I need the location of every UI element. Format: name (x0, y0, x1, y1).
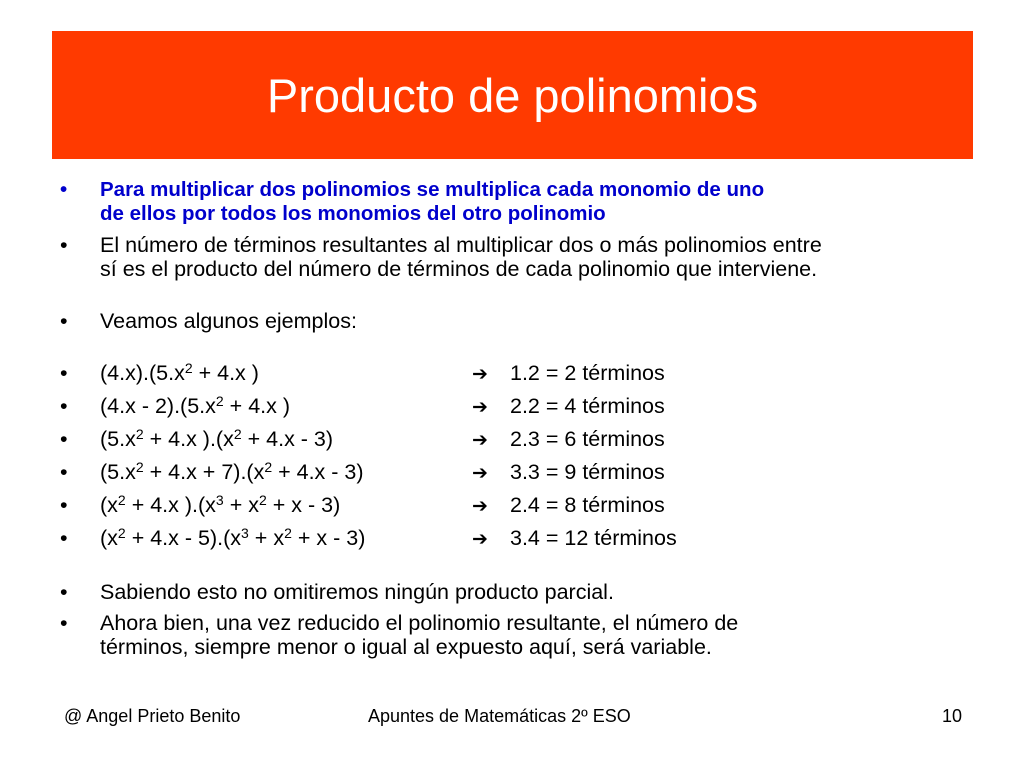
expression-text: + 4.x + 7).(x (143, 460, 265, 484)
example-expression (100, 427, 472, 451)
example-expression (100, 460, 472, 484)
arrow-right-icon: ➔ (472, 397, 488, 418)
exponent: 2 (284, 525, 292, 541)
exponent: 2 (184, 360, 193, 376)
footer-author: @ Angel Prieto Benito (64, 706, 241, 726)
bullet-dot: • (60, 526, 68, 550)
arrow-right-icon: ➔ (472, 430, 488, 451)
intro-line-2: de ellos por todos los monomios del otro polinomio (100, 202, 606, 225)
example-expression (100, 361, 472, 385)
arrow-right-icon: ➔ (472, 364, 488, 385)
example-expression (100, 493, 472, 517)
bullet-dot: • (60, 178, 68, 201)
example-row (60, 460, 970, 486)
example-row (60, 361, 970, 387)
expression-text: + 4.x - 3) (241, 427, 334, 451)
expression-text: + x - 3) (266, 493, 341, 517)
arrow-right-icon: ➔ (472, 529, 488, 550)
bullet-conclusion (60, 580, 970, 604)
example-result: 2.3 = 6 términos (510, 427, 665, 451)
bullet-dot: • (60, 361, 68, 385)
exponent: 3 (241, 525, 249, 541)
example-result: 3.3 = 9 términos (510, 460, 665, 484)
bullet-list (60, 178, 970, 659)
expression-text: (5.x (100, 427, 136, 451)
example-result: 2.4 = 8 términos (510, 493, 665, 517)
bullet-dot: • (60, 493, 68, 517)
expression-text: + x (248, 526, 285, 550)
exponent: 2 (233, 426, 242, 442)
terms-line-2: sí es el producto del número de términos de cada polinomio que interviene. (100, 257, 818, 281)
title-bar (52, 31, 973, 159)
expression-text: (4.x - 2).(5.x (100, 394, 216, 418)
expression-text: + 4.x ).(x (125, 493, 216, 517)
exponent: 2 (135, 459, 144, 475)
bullet-examples-intro (60, 309, 970, 333)
bullet-dot: • (60, 233, 68, 257)
exponent: 2 (264, 459, 273, 475)
expression-text: + 4.x - 5).(x (125, 526, 242, 550)
slide-title: Producto de polinomios (266, 68, 759, 122)
exponent: 2 (135, 426, 144, 442)
bullet-dot: • (60, 580, 68, 604)
examples-intro-text: Veamos algunos ejemplos: (100, 309, 357, 333)
expression-text: (4.x).(5.x (100, 361, 185, 385)
footer-course: Apuntes de Matemáticas 2º ESO (368, 706, 631, 726)
example-expression (100, 526, 472, 550)
exponent: 2 (117, 525, 126, 541)
expression-text: (x (100, 493, 118, 517)
exponent: 2 (215, 393, 224, 409)
footer-page-number: 10 (941, 706, 962, 726)
intro-line-1: Para multiplicar dos polinomios se multiplica cada monomio de uno (100, 178, 765, 201)
bullet-dot: • (60, 309, 68, 333)
bullet-dot: • (60, 611, 68, 635)
example-result: 2.2 = 4 términos (510, 394, 665, 418)
conclusion-text: Sabiendo esto no omitiremos ningún producto parcial. (100, 580, 614, 604)
exponent: 3 (215, 492, 224, 508)
terms-line-1: El número de términos resultantes al multiplicar dos o más polinomios entre (100, 233, 822, 257)
bullet-dot: • (60, 427, 68, 451)
footer (0, 706, 1024, 732)
example-row (60, 394, 970, 420)
example-row (60, 427, 970, 453)
example-result: 3.4 = 12 términos (510, 526, 677, 550)
final-line-2: términos, siempre menor o igual al expuesto aquí, será variable. (100, 635, 712, 659)
expression-text: (5.x (100, 460, 136, 484)
example-result: 1.2 = 2 términos (510, 361, 665, 385)
bullet-dot: • (60, 460, 68, 484)
expression-text: + 4.x ) (192, 361, 259, 385)
bullet-intro (60, 178, 970, 226)
expression-text: + x - 3) (291, 526, 366, 550)
bullet-dot: • (60, 394, 68, 418)
exponent: 2 (258, 492, 267, 508)
expression-text: (x (100, 526, 118, 550)
example-row (60, 526, 970, 552)
expression-text: + x (223, 493, 259, 517)
arrow-right-icon: ➔ (472, 463, 488, 484)
final-line-1: Ahora bien, una vez reducido el polinomio resultante, el número de (100, 611, 739, 635)
arrow-right-icon: ➔ (472, 496, 488, 517)
expression-text: + 4.x ).(x (143, 427, 234, 451)
example-row (60, 493, 970, 519)
expression-text: + 4.x - 3) (272, 460, 364, 484)
exponent: 2 (117, 492, 126, 508)
example-expression (100, 394, 472, 418)
bullet-terms-rule (60, 233, 970, 281)
bullet-final-note (60, 611, 970, 659)
expression-text: + 4.x ) (223, 394, 291, 418)
